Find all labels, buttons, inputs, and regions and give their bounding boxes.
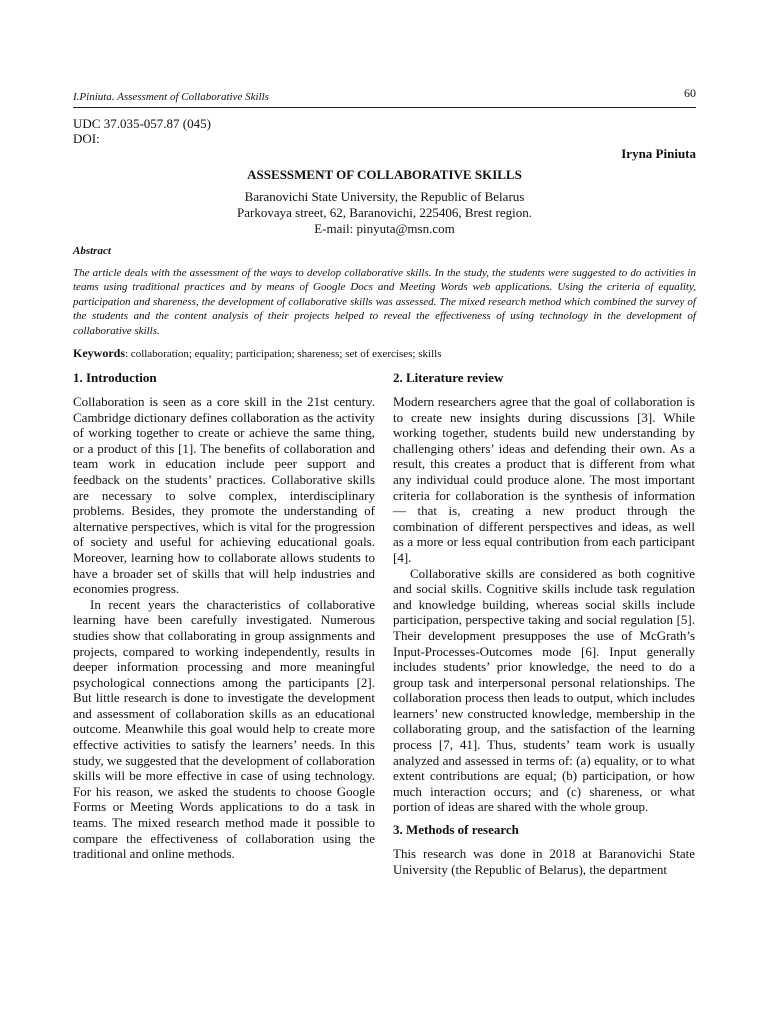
keywords-label: Keywords bbox=[73, 346, 125, 360]
section-heading-introduction: 1. Introduction bbox=[73, 370, 157, 385]
header-rule bbox=[73, 107, 696, 108]
left-column bbox=[73, 370, 375, 862]
udc-code: UDC 37.035-057.87 (045) bbox=[73, 116, 211, 131]
affiliation-email: E-mail: pinyuta@msn.com bbox=[314, 221, 455, 236]
running-header: I.Piniuta. Assessment of Collaborative Skills bbox=[73, 91, 269, 103]
abstract-text: The article deals with the assessment of the ways to develop collaborative skills. In the study, the students were suggested to do activities in teams using traditional practices and by means of Google Docs and Meeting Words web applications. Using the criteria of equality, participation and shareness, the development of collaborative skills was assessed. The mixed research method which combined the survey of the students and the content analysis of their projects helped to reveal the effectiveness of using technology in the development of collaborative skills. bbox=[73, 267, 696, 337]
affiliation-address: Parkovaya street, 62, Baranovichi, 225406, Brest region. bbox=[237, 205, 532, 220]
methods-paragraph-1: This research was done in 2018 at Baranovichi State University (the Republic of Belarus), the department bbox=[393, 846, 695, 877]
right-column bbox=[393, 370, 695, 877]
section-heading-methods: 3. Methods of research bbox=[393, 822, 519, 838]
affiliation-university: Baranovichi State University, the Republic of Belarus bbox=[244, 189, 525, 204]
page-number: 60 bbox=[684, 86, 696, 100]
introduction-paragraph-2: In recent years the characteristics of collaborative learning have been carefully investigated. Numerous studies show that collaborating in group assignments and projects, compared to working independently, results in deeper information processing and more meaningful psychological connections among the participants [2]. But little research is done to investigate the development and assessment of collaboration skills as an educational outcome. Meanwhile this goal would help to create more effective activities to satisfy the learners’ needs. In this study, we suggested that the development of collaboration skills will be more effective in case of using technology. For his reason, we asked the students to choose Google Forms or Meeting Words applications to do a task in teams. The mixed research method made it possible to compare the effectiveness of collaboration using the traditional and online methods. bbox=[73, 596, 375, 862]
introduction-paragraph-1: Collaboration is seen as a core skill in the 21st century. Cambridge dictionary defines collaboration as the activity of working together to create or achieve the same thing, or a product of this [1]. The benefits of collaboration and team work in education include peer support and feedback on the students’ practices. Collaborative skills are necessary to solve complex, interdisciplinary problems. Besides, they promote the understanding of alternative perspectives, which is vital for the progression of society and useful for achieving educational goals. Moreover, learning how to collaborate allows students to have a broader set of skills that will help industries and economies progress. bbox=[73, 394, 375, 597]
doi-label: DOI: bbox=[73, 131, 100, 146]
author-name: Iryna Piniuta bbox=[621, 146, 696, 161]
abstract-heading: Abstract bbox=[73, 245, 111, 257]
literature-paragraph-1: Modern researchers agree that the goal of collaboration is to create new insights during discussions [3]. While working together, students build new understanding by challenging others’ ideas and defending their own. As a result, this creates a product that is different from what any individual could produce alone. The most important criteria for collaboration is the synthesis of information — that is, creating a new product through the combination of different perspectives and ideas, as well as a more or less equal contribution from each participant [4]. bbox=[393, 394, 695, 565]
keywords-list: : collaboration; equality; participation; shareness; set of exercises; skills bbox=[125, 348, 442, 360]
section-heading-literature-review: 2. Literature review bbox=[393, 370, 504, 385]
keywords bbox=[73, 346, 696, 361]
paper-title: ASSESSMENT OF COLLABORATIVE SKILLS bbox=[247, 167, 522, 182]
literature-paragraph-2: Collaborative skills are considered as both cognitive and social skills. Cognitive skills include task regulation and knowledge building, whereas social skills include participation, perspective taking and social regulation [5]. Their development presupposes the use of McGrath’s Input-Processes-Outcomes mode [6]. Input generally includes students’ prior knowledge, the need to do a group task and interpersonal personal relationships. The collaboration process then leads to output, which includes learners’ new constructed knowledge, membership in the collaborating group, and the satisfaction of the learning process [7, 41]. Thus, students’ team work is usually analyzed and assessed in terms of: (a) equality, or to what extent contributions are equal; (b) participation, or how much interaction occurs; and (c) shareness, or what portion of ideas are shared with the whole group. bbox=[393, 565, 695, 815]
